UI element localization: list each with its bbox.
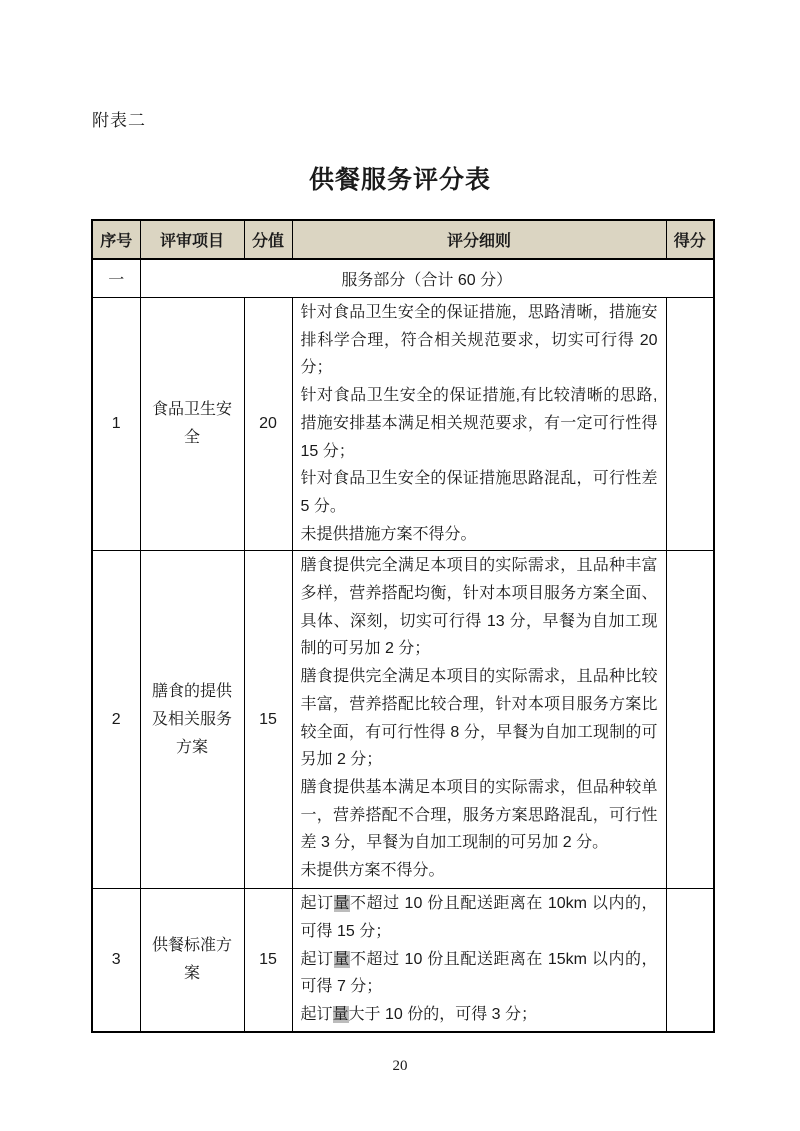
criteria-paragraph: 针对食品卫生安全的保证措施,有比较清晰的思路,措施安排基本满足相关规范要求，有一定可行性得 15 分； [300,387,658,460]
criteria-paragraph: 针对食品卫生安全的保证措施，思路清晰，措施安排科学合理，符合相关规范要求，切实可行得 20 分； [300,304,658,377]
criteria-paragraph: 膳食提供完全满足本项目的实际需求，且品种丰富多样，营养搭配均衡，针对本项目服务方案全面、具体、深刻，切实可行得 13 分，早餐为自加工现制的可另加 2 分； [300,557,658,658]
criteria-text: 起订 [300,950,334,968]
row1-criteria [292,298,666,551]
header-score: 分值 [244,220,292,259]
page-number: 20 [392,1058,408,1074]
row3-criteria [292,889,666,1032]
row3-index: 3 [92,889,140,1032]
row1-item: 食品卫生安全 [140,298,244,551]
criteria-text: 起订 [300,895,334,913]
criteria-paragraph: 膳食提供完全满足本项目的实际需求，且品种比较丰富，营养搭配比较合理，针对本项目服务方案比较全面，有可行性得 8 分，早餐为自加工现制的可另加 2 分； [300,668,658,769]
header-criteria: 评分细则 [292,220,666,259]
table-row [92,889,714,1032]
scoring-table [91,219,715,1033]
section-index: 一 [92,259,140,298]
table-row [92,551,714,889]
row3-awarded [666,889,714,1032]
header-index: 序号 [92,220,140,259]
page-title: 供餐服务评分表 [308,166,491,194]
row2-awarded [666,551,714,889]
highlighted-character: 量 [333,895,351,913]
appendix-label: 附表二 [92,111,146,130]
table-header-row [92,220,714,259]
row3-score: 15 [244,889,292,1032]
criteria-text: 不超过 10 份且配送距离在 10km 以内的，可得 15 分； [300,895,658,941]
section-label: 服务部分（合计 60 分） [140,259,714,298]
row1-score: 20 [244,298,292,551]
criteria-paragraph: 未提供措施方案不得分。 [300,525,477,543]
row2-score: 15 [244,551,292,889]
table-row [92,298,714,551]
header-awarded: 得分 [666,220,714,259]
header-item: 评审项目 [140,220,244,259]
criteria-text: 起订 [300,1006,333,1024]
row3-item: 供餐标准方案 [140,889,244,1032]
highlighted-character: 量 [332,1006,349,1024]
criteria-paragraph: 膳食提供基本满足本项目的实际需求，但品种较单一，营养搭配不合理，服务方案思路混乱，可行性差 3 分，早餐为自加工现制的可另加 2 分。 [300,778,658,852]
criteria-text: 大于 10 份的，可得 3 分； [348,1006,538,1024]
row1-index: 1 [92,298,140,551]
criteria-paragraph [301,890,658,945]
row2-item: 膳食的提供及相关服务方案 [140,551,244,889]
criteria-paragraph [301,1001,658,1029]
row2-criteria [292,551,666,889]
criteria-paragraph [301,946,658,1001]
criteria-paragraph: 未提供方案不得分。 [300,862,445,880]
row2-index: 2 [92,551,140,889]
criteria-text: 不超过 10 份且配送距离在 15km 以内的，可得 7 分； [300,950,658,996]
section-row [92,259,714,298]
highlighted-character: 量 [333,950,351,968]
criteria-paragraph: 针对食品卫生安全的保证措施思路混乱，可行性差 5 分。 [300,470,658,515]
row1-awarded [666,298,714,551]
